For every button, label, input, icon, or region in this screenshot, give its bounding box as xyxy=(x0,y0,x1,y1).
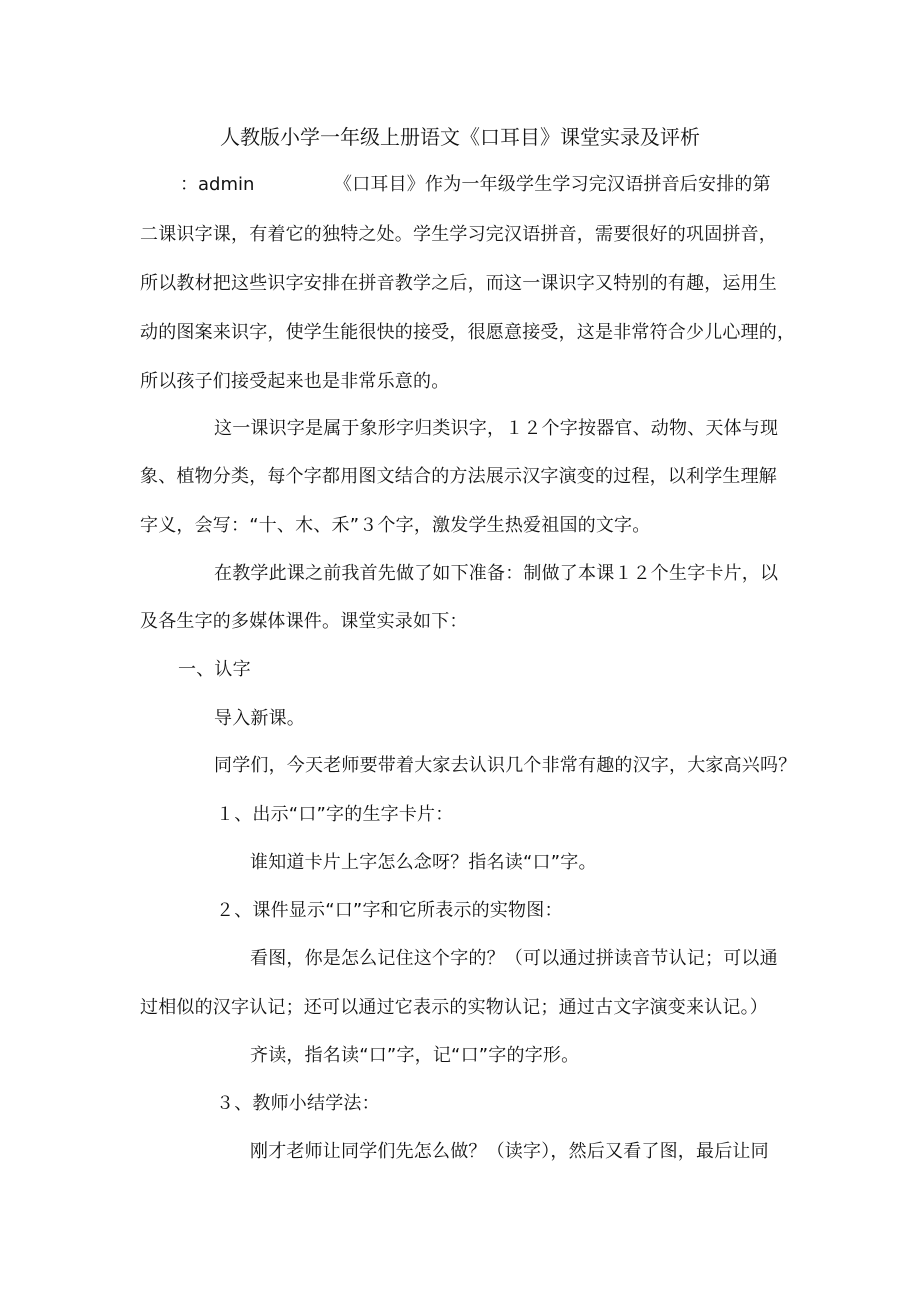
paragraph-line: 所以孩子们接受起来也是非常乐意的。 xyxy=(140,371,450,392)
section-heading: 一、认字 xyxy=(178,659,251,680)
paragraph-line: 动的图案来识字，使学生能很快的接受，很愿意接受，这是非常符合少儿心理的， xyxy=(140,322,796,343)
document-title: 人教版小学一年级上册语文《口耳目》课堂实录及评析 xyxy=(220,125,700,149)
list-item: １、出示“口”字的生字卡片： xyxy=(216,804,454,825)
paragraph-line: 及各生字的多媒体课件。课堂实录如下： xyxy=(140,611,468,632)
paragraph-line: 齐读，指名读“口”字，记“口”字的字形。 xyxy=(250,1045,580,1066)
author-line: ：admin xyxy=(180,174,255,195)
paragraph-line: 《口耳目》作为一年级学生学习完汉语拼音后安排的第 xyxy=(334,174,771,195)
paragraph-line: 刚才老师让同学们先怎么做？（读字），然后又看了图，最后让同 xyxy=(250,1141,769,1162)
paragraph-line: 象、植物分类，每个字都用图文结合的方法展示汉字演变的过程，以利学生理解 xyxy=(140,466,777,487)
paragraph-line: 过相似的汉字认记；还可以通过它表示的实物认记；通过古文字演变来认记。） xyxy=(140,997,768,1018)
paragraph-line: 在教学此课之前我首先做了如下准备：制做了本课１２个生字卡片，以 xyxy=(214,563,779,584)
paragraph-line: 同学们，今天老师要带着大家去认识几个非常有趣的汉字，大家高兴吗？ xyxy=(214,755,797,776)
paragraph-line: 二课识字课，有着它的独特之处。学生学习完汉语拼音，需要很好的巩固拼音， xyxy=(140,224,777,245)
paragraph-line: 看图，你是怎么记住这个字的？（可以通过拼读音节认记；可以通 xyxy=(250,948,778,969)
list-item: ３、教师小结学法： xyxy=(216,1093,380,1114)
paragraph-line: 谁知道卡片上字怎么念呀？指名读“口”字。 xyxy=(250,852,597,873)
list-item: ２、课件显示“口”字和它所表示的实物图： xyxy=(216,900,563,921)
paragraph-line: 字义，会写：“十、木、禾”３个字，激发学生热爱祖国的文字。 xyxy=(140,515,651,536)
paragraph-line: 这一课识字是属于象形字归类识字，１２个字按器官、动物、天体与现 xyxy=(214,418,779,439)
paragraph-line: 导入新课。 xyxy=(214,708,305,729)
paragraph-line: 所以教材把这些识字安排在拼音教学之后，而这一课识字又特别的有趣，运用生 xyxy=(140,273,777,294)
